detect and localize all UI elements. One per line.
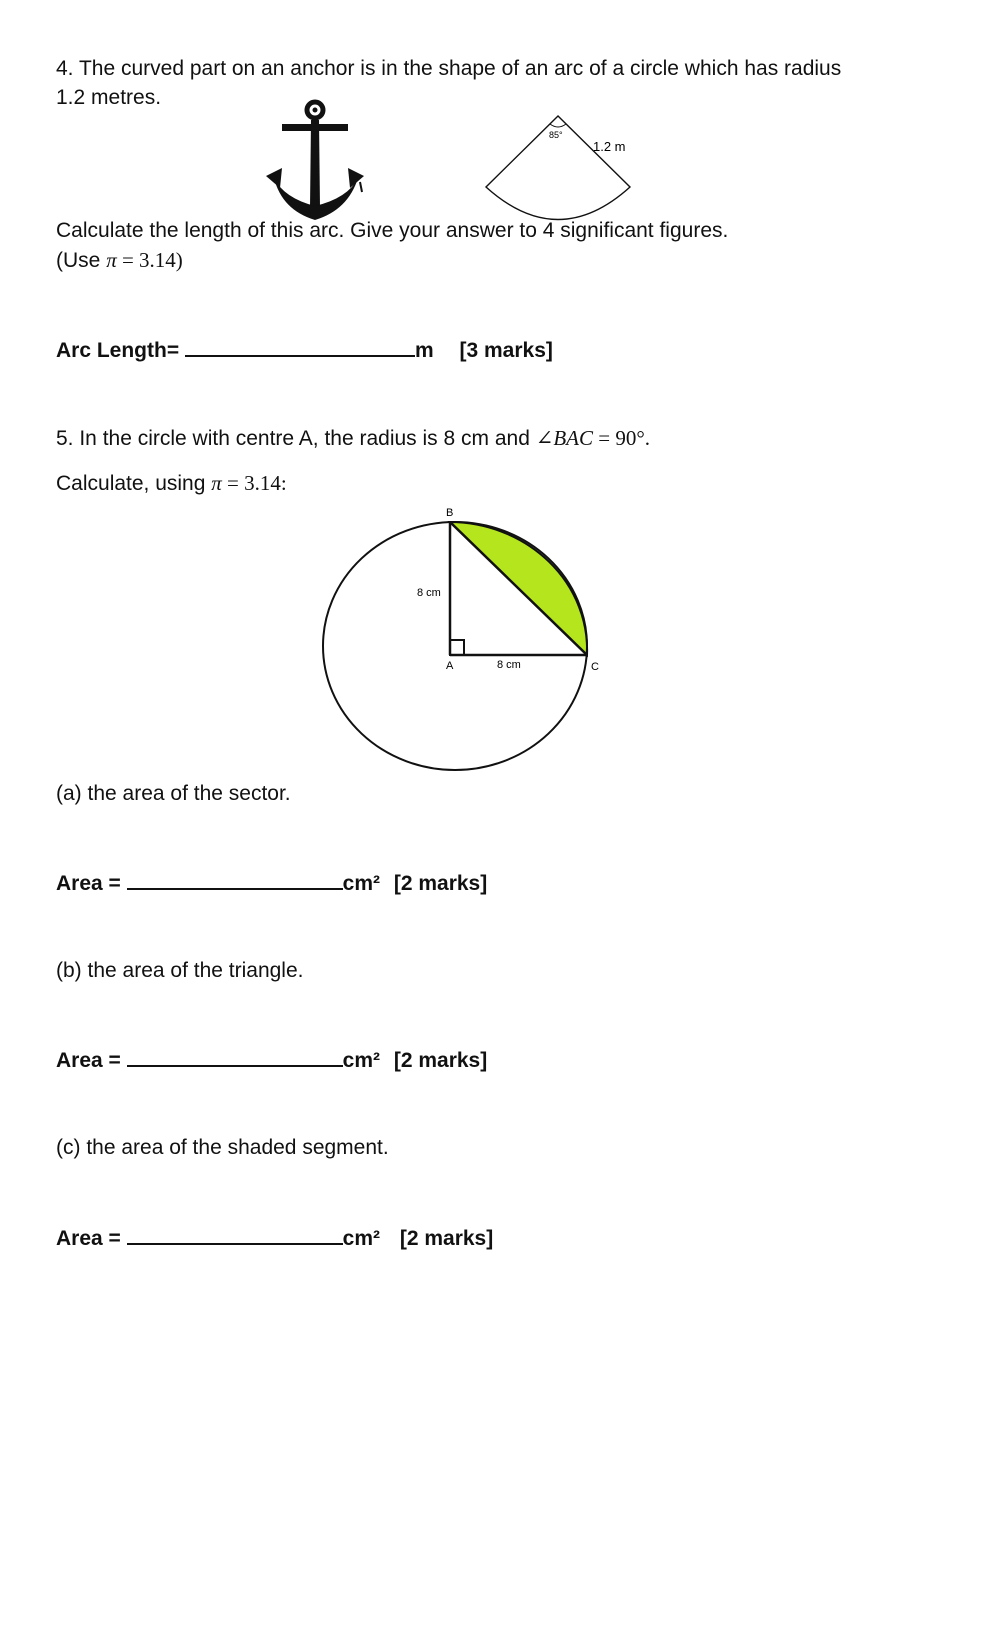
marks-c: [2 marks] bbox=[399, 1227, 494, 1250]
q5-answer-c bbox=[56, 1225, 493, 1251]
label-vertical-8cm: 8 cm bbox=[417, 587, 441, 599]
sector-angle-label: 85° bbox=[549, 130, 563, 140]
q5-text-line1: 5. In the circle with centre A, the radius is 8 cm and ∠BAC = 90°. bbox=[56, 426, 650, 450]
q4-instruction: Calculate the length of this arc. Give your answer to 4 significant figures. bbox=[56, 219, 729, 242]
anchor-icon bbox=[262, 98, 374, 226]
angle-expression: ∠BAC bbox=[535, 426, 593, 450]
area-label: Area = bbox=[56, 1049, 121, 1072]
label-b: B bbox=[446, 507, 454, 519]
arc-length-label: Arc Length= bbox=[56, 339, 180, 362]
label-horizontal-8cm: 8 cm bbox=[497, 659, 521, 671]
area-b-answer-blank[interactable] bbox=[127, 1047, 343, 1067]
label-c: C bbox=[591, 661, 599, 673]
arc-length-unit: m bbox=[414, 339, 434, 362]
q5-circle-diagram bbox=[300, 500, 620, 780]
area-a-answer-blank[interactable] bbox=[127, 870, 343, 890]
label-a: A bbox=[446, 660, 454, 672]
q5-answer-a bbox=[56, 870, 487, 896]
q4-text-line1: 4. The curved part on an anchor is in the shape of an arc of a circle which has radius bbox=[56, 57, 842, 80]
marks-b: [2 marks] bbox=[393, 1049, 488, 1072]
area-unit: cm² bbox=[342, 872, 380, 895]
right-angle-marker bbox=[450, 640, 464, 655]
q4-answer-line bbox=[56, 337, 553, 363]
area-unit: cm² bbox=[342, 1227, 380, 1250]
q4-text-line2: 1.2 metres. bbox=[56, 86, 162, 109]
q4-marks: [3 marks] bbox=[459, 339, 553, 362]
q5-part-c: (c) the area of the shaded segment. bbox=[56, 1136, 389, 1159]
arc-length-answer-blank[interactable] bbox=[185, 337, 415, 357]
q4-use-pi: (Use π = 3.14) bbox=[56, 248, 183, 272]
area-label: Area = bbox=[56, 1227, 121, 1250]
area-label: Area = bbox=[56, 872, 121, 895]
area-unit: cm² bbox=[342, 1049, 380, 1072]
sector-radius-label: 1.2 m bbox=[593, 139, 626, 154]
pi-symbol: π bbox=[106, 248, 117, 272]
pi-symbol: π bbox=[211, 471, 222, 495]
q5-part-a: (a) the area of the sector. bbox=[56, 782, 291, 805]
q5-part-b: (b) the area of the triangle. bbox=[56, 959, 304, 982]
area-c-answer-blank[interactable] bbox=[127, 1225, 343, 1245]
q5-answer-b bbox=[56, 1047, 487, 1073]
marks-a: [2 marks] bbox=[393, 872, 488, 895]
q4-sector-diagram bbox=[478, 112, 648, 224]
q5-calc-line: Calculate, using π = 3.14: bbox=[56, 471, 287, 495]
